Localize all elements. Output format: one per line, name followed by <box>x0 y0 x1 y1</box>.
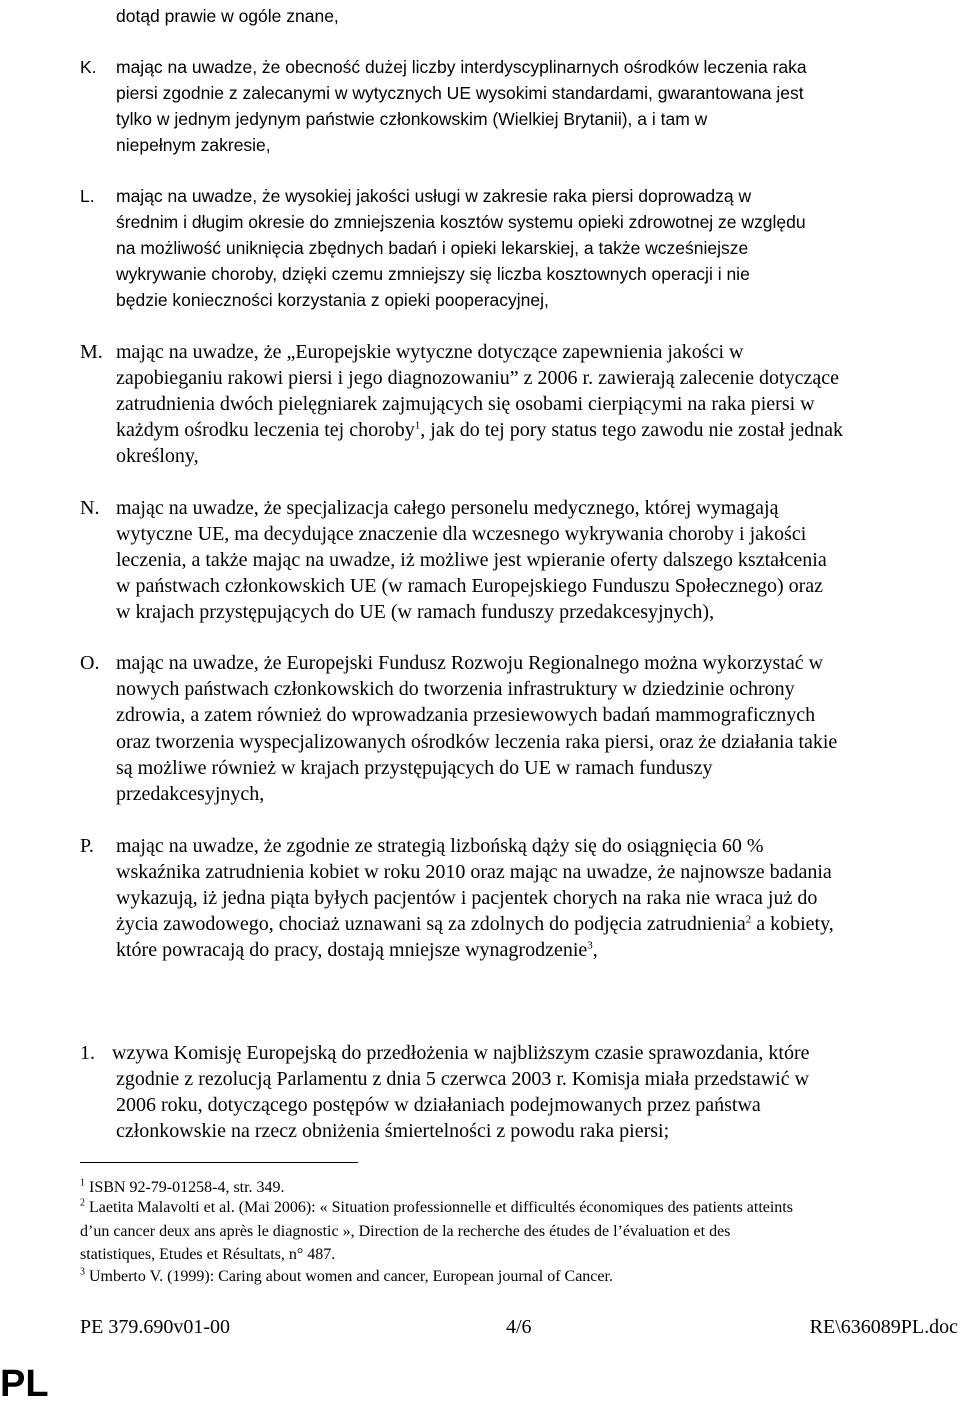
recital-m-line: określony, <box>116 445 199 467</box>
footnote-ref[interactable]: 1 <box>414 419 421 432</box>
footnote-3 <box>80 1267 613 1287</box>
footnote-ref[interactable]: 2 <box>745 913 752 926</box>
footnote-2-cont: statistiques, Etudes et Résultats, n° 487. <box>80 1246 336 1263</box>
recital-o-line: oraz tworzenia wyspecjalizowanych ośrodków leczenia raka piersi, oraz że działania takie <box>116 731 838 753</box>
recital-j-tail: dotąd prawie w ogóle znane, <box>116 6 339 26</box>
recital-o-line: są możliwe również w krajach przystępujących do UE w ramach funduszy <box>116 757 713 779</box>
recital-k-line: niepełnym zakresie, <box>116 135 271 155</box>
footer-page-number: 4/6 <box>506 1316 532 1338</box>
footnote-separator <box>80 1162 358 1163</box>
recital-m-letter: M. <box>80 341 103 363</box>
footnote-1 <box>80 1178 285 1198</box>
text: , jak do tej pory status tego zawodu nie został jednak <box>420 419 843 441</box>
recital-n-line: w państwach członkowskich UE (w ramach Europejskiego Funduszu Społecznego) oraz <box>116 575 824 597</box>
footnote-number: 3 <box>80 1266 85 1278</box>
point-1-line: 2006 roku, dotyczącego postępów w działaniach podejmowanych przez państwa <box>116 1094 761 1116</box>
footnote-text: Laetita Malavolti et al. (Mai 2006): « Situation professionnelle et difficultés économiques des patients atteints <box>89 1199 793 1216</box>
footer-doc-ref: PE 379.690v01-00 <box>80 1316 230 1338</box>
recital-k-line: mając na uwadze, że obecność dużej liczby interdyscyplinarnych ośrodków leczenia raka <box>116 57 807 77</box>
recital-p-line: mając na uwadze, że zgodnie ze strategią lizbońską dąży się do osiągnięcia 60 % <box>116 835 764 857</box>
text: każdym ośrodku leczenia tej choroby <box>116 419 415 441</box>
recital-l-line: na możliwość uniknięcia zbędnych badań i opieki lekarskiej, a także wcześniejsze <box>116 238 749 258</box>
recital-m-line: zatrudnienia dwóch pielęgniarek zajmujących się osobami cierpiącymi na raka piersi w <box>116 393 815 415</box>
point-1-line: zgodnie z rezolucją Parlamentu z dnia 5 czerwca 2003 r. Komisja miała przedstawić w <box>116 1068 810 1090</box>
footnote-text: Umberto V. (1999): Caring about women and cancer, European journal of Cancer. <box>89 1268 613 1285</box>
recital-k-line: piersi zgodnie z zalecanymi w wytycznych UE wysokimi standardami, gwarantowana jest <box>116 83 804 103</box>
recital-n-letter: N. <box>80 497 100 519</box>
language-code: PL <box>0 1363 49 1405</box>
footnote-number: 1 <box>80 1177 85 1189</box>
recital-p-line: wskaźnika zatrudnienia kobiet w roku 2010 oraz mając na uwadze, że najnowsze badania <box>116 861 832 883</box>
recital-m-line: zapobieganiu rakowi piersi i jego diagnozowaniu” z 2006 r. zawierają zalecenie dotyczące <box>116 367 839 389</box>
footnote-number: 2 <box>80 1197 85 1209</box>
recital-l-line: średnim i długim okresie do zmniejszenia kosztów systemu opieki zdrowotnej ze względu <box>116 212 806 232</box>
recital-k-letter: K. <box>80 57 97 77</box>
footnote-text: ISBN 92-79-01258-4, str. 349. <box>89 1179 285 1196</box>
recital-o-letter: O. <box>80 652 100 674</box>
recital-p-line: wykazują, iż jedna piąta byłych pacjentów i pacjentek chorych na raka nie wraca już do <box>116 887 818 909</box>
recital-o-line: przedakcesyjnych, <box>116 783 265 805</box>
recital-m-line: mając na uwadze, że „Europejskie wytyczne dotyczące zapewnienia jakości w <box>116 341 744 363</box>
footer-file-name: RE\636089PL.doc <box>809 1316 958 1338</box>
recital-l-line: wykrywanie choroby, dzięki czemu zmniejszy się liczba kosztownych operacji i nie <box>116 264 750 284</box>
footnote-2-cont: d’un cancer deux ans après le diagnostic », Direction de la recherche des études de l’évaluation et des <box>80 1223 731 1240</box>
recital-p-letter: P. <box>80 835 94 857</box>
footnote-ref[interactable]: 3 <box>587 939 593 952</box>
text: życia zawodowego, chociaż uznawani są za zdolnych do podjęcia zatrudnienia <box>116 913 746 935</box>
recital-o-line: zdrowia, a zatem również do wprowadzania przesiewowych badań mammograficznych <box>116 704 816 726</box>
recital-o-line: nowych państwach członkowskich do tworzenia infrastruktury w dziedzinie ochrony <box>116 678 795 700</box>
point-1-number: 1. <box>80 1042 95 1064</box>
footnote-2 <box>80 1198 793 1218</box>
recital-n-line: leczenia, a także mając na uwadze, iż możliwe jest wpieranie oferty dalszego kształcenia <box>116 549 827 571</box>
recital-n-line: wytyczne UE, ma decydujące znaczenie dla wczesnego wykrywania choroby i jakości <box>116 523 807 545</box>
recital-o-line: mając na uwadze, że Europejski Fundusz Rozwoju Regionalnego można wykorzystać w <box>116 652 824 674</box>
recital-l-letter: L. <box>80 186 95 206</box>
recital-n-line: mając na uwadze, że specjalizacja całego personelu medycznego, której wymagają <box>116 497 779 519</box>
text: które powracają do pracy, dostają mniejsze wynagrodzenie <box>116 939 588 961</box>
recital-l-line: będzie konieczności korzystania z opieki pooperacyjnej, <box>116 290 549 310</box>
recital-l-line: mając na uwadze, że wysokiej jakości usługi w zakresie raka piersi doprowadzą w <box>116 186 752 206</box>
recital-p-line-with-footnote <box>116 911 834 937</box>
text: a kobiety, <box>751 913 834 935</box>
recital-n-line: w krajach przystępujących do UE (w ramach funduszy przedakcesyjnych), <box>116 601 715 623</box>
point-1-line: członkowskie na rzecz obniżenia śmiertelności z powodu raka piersi; <box>116 1120 670 1142</box>
recital-k-line: tylko w jednym jedynym państwie członkowskim (Wielkiej Brytanii), a i tam w <box>116 109 708 129</box>
point-1-line: wzywa Komisję Europejską do przedłożenia w najbliższym czasie sprawozdania, które <box>112 1042 810 1064</box>
recital-p-line-with-footnote <box>116 937 598 963</box>
text: , <box>592 939 598 961</box>
recital-m-line-with-footnote <box>116 417 843 443</box>
